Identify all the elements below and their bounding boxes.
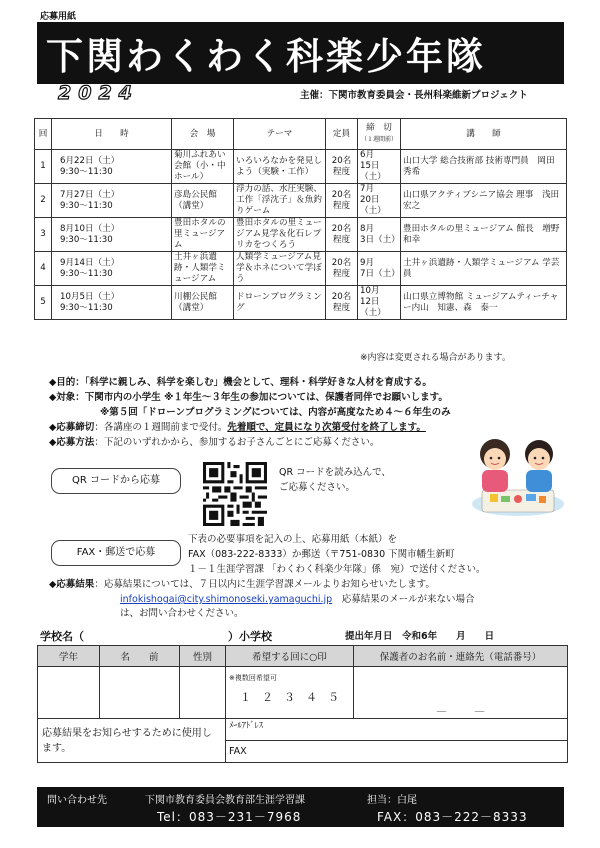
guardian-field[interactable] (354, 667, 568, 719)
row-capacity (326, 150, 358, 184)
header-theme: テーマ (234, 119, 326, 150)
row-date: 10月5日（土） (60, 291, 120, 302)
row-capacity-num: 20名 (331, 257, 352, 268)
target-text: ◆対象：下関市内の小学生 ※１年生～３年生の参加については、保護者同伴でお願いします。 (49, 392, 448, 403)
row-datetime (52, 150, 172, 184)
row-time: 9:30～11:30 (60, 268, 113, 279)
row-lecturer: 山口大学 総合技術部 技術専門員 岡田 秀希 (401, 150, 567, 184)
row-capacity-unit: 程度 (332, 234, 351, 245)
contact-person: 担当：白尾 (367, 795, 417, 806)
children-experiment-icon (468, 432, 568, 518)
form-header-grade: 学年 (38, 646, 100, 667)
table-row (35, 252, 567, 286)
contact-footer (37, 787, 564, 827)
header-no: 回 (35, 119, 52, 150)
row-date: 8月10日（土） (60, 223, 120, 234)
form-header-sessions: 希望する回に○印 (226, 646, 354, 667)
row-deadline-month: 9月 (360, 257, 375, 268)
row-time: 9:30～11:30 (60, 234, 113, 245)
row-no: 4 (35, 252, 52, 286)
row-deadline-month: 7月 (360, 184, 375, 194)
header-deadline (358, 119, 401, 150)
schedule-table (34, 118, 567, 320)
row-deadline-month: 8月 (360, 223, 375, 234)
deadline-line (49, 421, 426, 435)
row-date: 6月22日（土） (60, 155, 120, 166)
row-capacity-unit: 程度 (332, 268, 351, 279)
session-numbers: １ ２ ３ ４ ５ (240, 691, 339, 704)
result-label: ◆応募結果 (49, 579, 95, 590)
purpose-text: ◆目的：「科学に親しみ、科学を楽しむ」機会として、理科・科学好きな人材を育成する。 (49, 377, 432, 388)
row-deadline-month: 10月 (360, 286, 380, 296)
row-capacity-unit: 程度 (332, 200, 351, 211)
sponsor-text: 主催：下関市教育委員会・長州科楽維新プロジェクト (300, 90, 528, 101)
row-deadline-day: 7日（土） (360, 268, 400, 279)
row-venue: 彦島公民館（講堂） (172, 184, 234, 218)
row-theme: 浮力の話、水圧実験、工作「浮沈子」＆魚釣りゲーム (234, 184, 326, 218)
row-deadline (358, 286, 401, 320)
row-deadline-month: 6月 (360, 150, 375, 160)
multi-session-note: ※複数回希望可 (229, 674, 277, 682)
qr-apply-button[interactable]: QR コードから応募 (51, 468, 181, 494)
row-deadline-day: 15日（土） (360, 161, 386, 182)
row-date: 9月14日（土） (60, 257, 120, 268)
row-no: 1 (35, 150, 52, 184)
schedule-header-row (35, 119, 567, 150)
form-header-row (38, 646, 568, 667)
contact-fax: FAX：083－222－8333 (377, 810, 528, 824)
deadline-bold: 先着順で、定員になり次第受付を終了します。 (227, 422, 426, 433)
row-venue: 菊川ふれあい会館（小・中ホール） (172, 150, 234, 184)
fax-mail-apply-button[interactable]: FAX・郵送で応募 (51, 540, 181, 566)
row-theme: ドローンプログラミング (234, 286, 326, 320)
method-text: ：下記のいずれかから、参加するお子さんごとにご応募ください。 (94, 437, 380, 448)
fax-label: FAX (229, 746, 247, 757)
row-no: 5 (35, 286, 52, 320)
qr-instruction-1: QR コードを読み込んで、 (279, 467, 391, 478)
table-row (35, 150, 567, 184)
name-field[interactable] (100, 667, 180, 719)
row-deadline-day: 20日（土） (360, 195, 386, 216)
row-lecturer: 土井ヶ浜遺跡・人類学ミュージアム 学芸員 (401, 252, 567, 286)
method-label: ◆応募方法 (49, 437, 95, 448)
gender-field[interactable] (180, 667, 226, 719)
row-deadline (358, 150, 401, 184)
row-theme: 豊田ホタルの里ミュージアム見学＆化石レプリカをつくろう (234, 218, 326, 252)
row-datetime (52, 286, 172, 320)
row-no: 2 (35, 184, 52, 218)
row-lecturer: 山口県アクティブシニア協会 理事 浅田 宏之 (401, 184, 567, 218)
result-email-line (120, 593, 475, 607)
form-header-gender: 性別 (180, 646, 226, 667)
result-line (49, 578, 435, 592)
row-lecturer: 山口県立博物館 ミュージアムティーチャー内山 知憲、森 泰一 (401, 286, 567, 320)
form-label: 応募用紙 (40, 12, 77, 22)
submission-date-label: 提出年月日 令和6年 月 日 (345, 631, 495, 642)
row-deadline (358, 218, 401, 252)
children-illustration (468, 432, 568, 518)
row-lecturer: 豊田ホタルの里ミュージアム 館長 増野 和幸 (401, 218, 567, 252)
row-capacity-unit: 程度 (332, 166, 351, 177)
contact-tel: Tel：083－231－7968 (157, 810, 302, 824)
email-field[interactable] (226, 719, 568, 741)
school-suffix: ）小学校 (228, 630, 272, 643)
header-capacity: 定員 (326, 119, 358, 150)
year-label: 2024 (58, 82, 139, 104)
grade-field[interactable] (38, 667, 100, 719)
table-row (35, 286, 567, 320)
sessions-field[interactable] (226, 667, 354, 719)
row-deadline (358, 252, 401, 286)
form-header-guardian: 保護者のお名前・連絡先（電話番号） (354, 646, 568, 667)
phone-dash: ＿ ＿ (436, 703, 485, 714)
fax-field[interactable] (226, 741, 568, 763)
row-venue: 土井ヶ浜遺跡・人類学ミュージアム (172, 252, 234, 286)
row-datetime (52, 184, 172, 218)
result-email-link[interactable]: infokishogai@city.shimonoseki.yamaguchi.jp (120, 594, 333, 605)
row-datetime (52, 252, 172, 286)
fax-instruction-3: １－１生涯学習課 「わくわく科楽少年隊」係 宛）で送付ください。 (188, 564, 486, 575)
row-date: 7月27日（土） (60, 189, 120, 200)
qr-code-icon (203, 462, 267, 526)
row-datetime (52, 218, 172, 252)
target-note: ※第５回「ドローンプログラミングについては、内容が高度なため４～６年生のみ (100, 407, 451, 418)
row-capacity-num: 20名 (331, 291, 352, 302)
fax-instruction-2: FAX（083-222-8333）か郵送（〒751-0830 下関市幡生新町 (188, 549, 455, 560)
application-form (37, 645, 568, 763)
deadline-text: ：各講座の１週間前まで受付。 (94, 422, 228, 433)
row-theme: 人類学ミュージアム見学＆ホネについて学ぼう (234, 252, 326, 286)
table-row (35, 184, 567, 218)
form-email-row (38, 719, 568, 741)
form-header-name: 名 前 (100, 646, 180, 667)
change-note: ※内容は変更される場合があります。 (360, 353, 511, 363)
row-time: 9:30～11:30 (60, 302, 113, 313)
row-deadline-day: 3日（土） (360, 234, 400, 245)
header-datetime: 日 時 (52, 119, 172, 150)
result-text: ：応募結果については、７日以内に生涯学習課メールよりお知らせいたします。 (94, 579, 435, 590)
row-venue: 豊田ホタルの里ミュージアム (172, 218, 234, 252)
contact-label: 問い合わせ先 (47, 795, 107, 806)
header-lecturer: 講 師 (401, 119, 567, 150)
method-line (49, 436, 379, 450)
page-title: 下関わくわく科楽少年隊 (46, 35, 486, 78)
row-capacity (326, 252, 358, 286)
row-time: 9:30～11:30 (60, 166, 113, 177)
qr-instruction-2: ご応募ください。 (279, 482, 356, 493)
form-input-row (38, 667, 568, 719)
row-capacity-num: 20名 (331, 189, 352, 200)
header-deadline-main: 締 切 (366, 123, 392, 133)
row-no: 3 (35, 218, 52, 252)
row-deadline (358, 184, 401, 218)
header-venue: 会 場 (172, 119, 234, 150)
notice-text: 応募結果をお知らせするために使用します。 (42, 727, 212, 754)
deadline-label: ◆応募締切 (49, 422, 95, 433)
table-row (35, 218, 567, 252)
school-label: 学校名（ (40, 630, 84, 643)
email-label: ﾒｰﾙｱﾄﾞﾚｽ (229, 721, 264, 731)
fax-instruction-1: 下表の必要事項を記入の上、応募用紙（本紙）を (188, 534, 398, 545)
row-theme: いろいろなかを発見しよう（実験・工作） (234, 150, 326, 184)
row-capacity (326, 184, 358, 218)
qr-code[interactable] (203, 462, 267, 526)
contact-office: 下関市教育委員会教育部生涯学習課 (145, 795, 305, 806)
result-contact-note: は、お問い合わせください。 (120, 608, 244, 619)
row-capacity (326, 286, 358, 320)
row-capacity-num: 20名 (331, 155, 352, 166)
row-capacity (326, 218, 358, 252)
row-venue: 川棚公民館（講堂） (172, 286, 234, 320)
notice-cell (38, 719, 226, 763)
row-deadline-day: 12日（土） (360, 297, 386, 318)
row-time: 9:30～11:30 (60, 200, 113, 211)
row-capacity-num: 20名 (331, 223, 352, 234)
result-after-email: 応募結果のメールが来ない場合 (332, 594, 475, 605)
row-capacity-unit: 程度 (332, 302, 351, 313)
header-deadline-sub: （１週間前） (360, 136, 397, 143)
